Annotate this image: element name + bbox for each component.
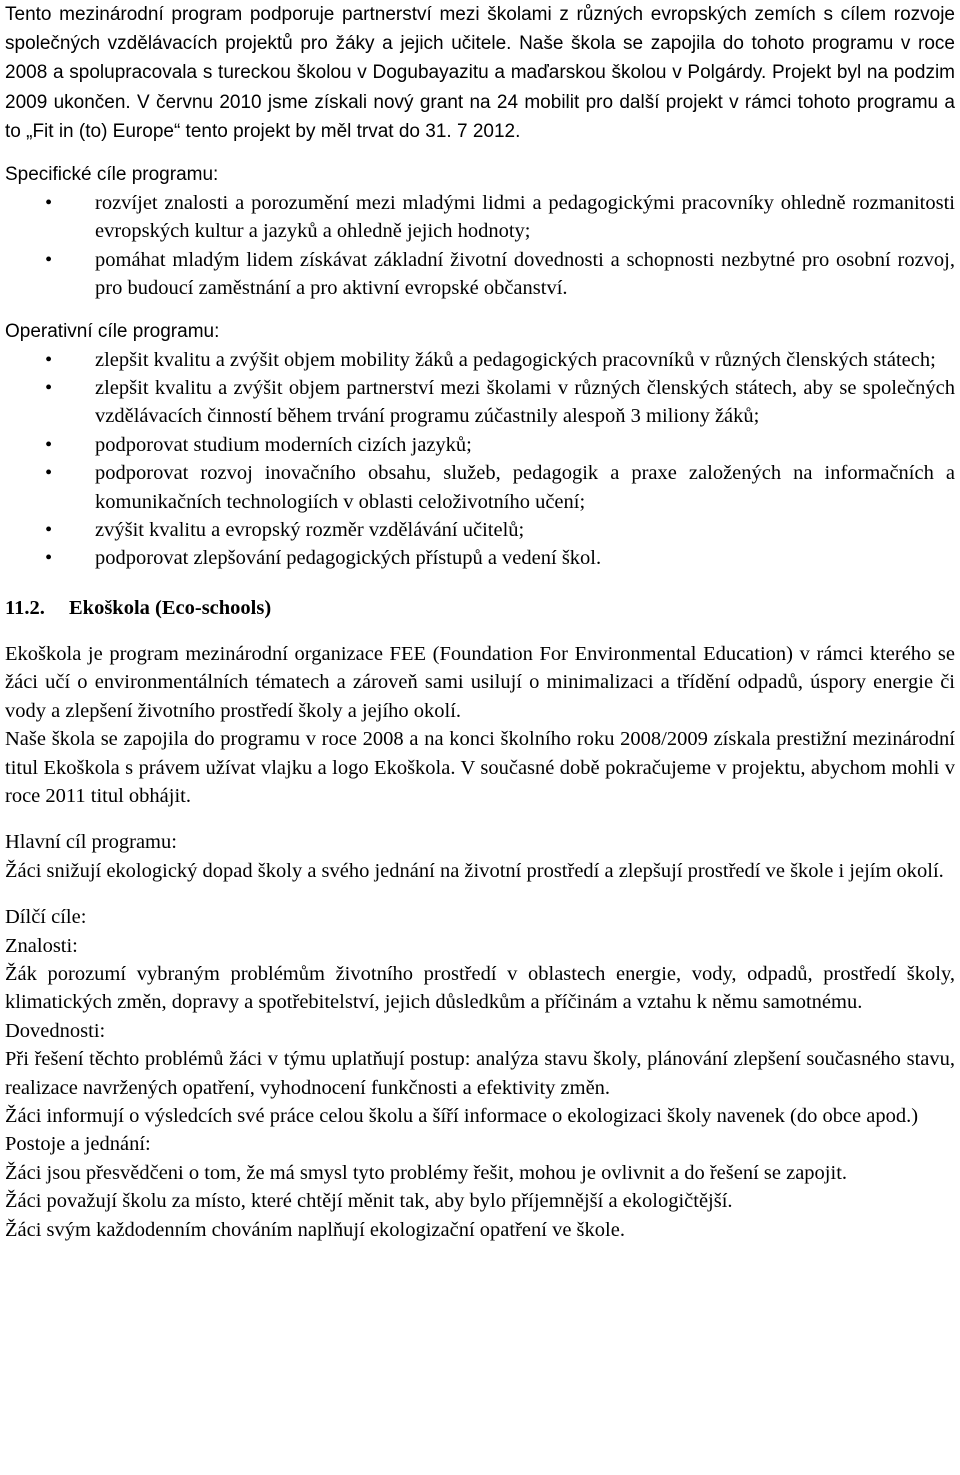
operative-goals-list — [5, 346, 955, 573]
eco-paragraph-2: Naše škola se zapojila do programu v roce 2008 a na konci školního roku 2008/2009 získala prestižní mezinárodní titul Ekoškola s právem užívat vlajku a logo Ekoškola. V současné době pokračujeme v projektu, abychom mohli v roce 2011 titul obhájit. — [5, 728, 955, 807]
main-goal-heading: Hlavní cíl programu: — [5, 831, 177, 854]
list-item: • zlepšit kvalitu a zvýšit objem partnerství mezi školami v různých členských státech, aby se společných vzdělávacích činností během trvání programu zúčastnily alespoň 3 miliony žáků; — [5, 374, 955, 431]
bullet-icon: • — [45, 433, 53, 456]
knowledge-text: Žák porozumí vybraným problémům životního prostředí v oblastech energie, vody, odpadů, prostředí školy, klimatických změn, dopravy a spotřebitelství, jejich důsledkům a příčinám a vztahu k němu samotnému. — [5, 962, 955, 1014]
section-title — [5, 594, 955, 622]
document-page — [5, 0, 955, 1244]
bullet-icon: • — [45, 348, 53, 371]
partial-goals-heading: Dílčí cíle: — [5, 906, 87, 929]
list-item: • podporovat zlepšování pedagogických přístupů a vedení škol. — [5, 544, 955, 572]
bullet-icon: • — [45, 192, 53, 215]
section-title-text: Ekoškola (Eco-schools) — [69, 596, 272, 619]
attitudes-label: Postoje a jednání: — [5, 1133, 151, 1156]
bullet-icon: • — [45, 519, 53, 542]
main-goal-text: Žáci snižují ekologický dopad školy a svého jednání na životní prostředí a zlepšují prostředí ve škole i jejím okolí. — [5, 859, 944, 882]
intro-paragraph: Tento mezinárodní program podporuje partnerství mezi školami z různých evropských zemích s cílem rozvoje společných vzdělávacích projektů pro žáky a jejich učitele. Naše škola se zapojila do tohoto programu v roce 2008 a spolupracovala s tureckou školou v Dogubayazitu a maďarskou školou v Polgárdy. Projekt byl na podzim 2009 ukončen. V červnu 2010 jsme získali nový grant na 24 mobilit pro další projekt v rámci tohoto programu a to „Fit in (to) Europe“ tento projekt by měl trvat do 31. 7 2012. — [5, 4, 955, 142]
list-item: • rozvíjet znalosti a porozumění mezi mladými lidmi a pedagogickými pracovníky ohledně rozmanitosti evropských kultur a jazyků a ohledně jejich hodnoty; — [5, 189, 955, 246]
specific-goals-heading: Specifické cíle programu: — [5, 164, 219, 186]
bullet-icon: • — [45, 547, 53, 570]
bullet-icon: • — [45, 248, 53, 271]
skills-label: Dovednosti: — [5, 1019, 106, 1042]
specific-goals-list — [5, 189, 955, 303]
attitudes-text-1: Žáci jsou přesvědčeni o tom, že má smysl tyto problémy řešit, mohou je ovlivnit a do řešení se zapojit. — [5, 1161, 848, 1184]
bullet-icon: • — [45, 377, 53, 400]
list-item: • podporovat rozvoj inovačního obsahu, služeb, pedagogik a praxe založených na informačních a komunikačních technologiích v oblasti celoživotního učení; — [5, 459, 955, 516]
list-item: • zlepšit kvalitu a zvýšit objem mobility žáků a pedagogických pracovníků v různých členských státech; — [5, 346, 955, 374]
list-item: • podporovat studium moderních cizích jazyků; — [5, 431, 955, 459]
eco-paragraph-1: Ekoškola je program mezinárodní organizace FEE (Foundation For Environmental Education) v rámci kterého se žáci učí o environmentálních tématech a zároveň sami usilují o minimalizaci a třídění odpadů, úspory energie či vody a zlepšení životního prostředí školy a jejího okolí. — [5, 642, 955, 722]
attitudes-text-2: Žáci považují školu za místo, které chtějí měnit tak, aby bylo příjemnější a ekologičtější. — [5, 1190, 733, 1213]
knowledge-label: Znalosti: — [5, 934, 78, 957]
section-number: 11.2. — [5, 596, 45, 619]
skills-text-2: Žáci informují o výsledcích své práce celou školu a šíří informace o ekologizaci školy navenek (do obce apod.) — [5, 1104, 919, 1127]
operative-goals-heading: Operativní cíle programu: — [5, 320, 220, 342]
list-item: • pomáhat mladým lidem získávat základní životní dovednosti a schopnosti nezbytné pro osobní rozvoj, pro budoucí zaměstnání a pro aktivní evropské občanství. — [5, 246, 955, 303]
list-item: • zvýšit kvalitu a evropský rozměr vzdělávání učitelů; — [5, 516, 955, 544]
skills-text-1: Při řešení těchto problémů žáci v týmu uplatňují postup: analýza stavu školy, plánování zlepšení současného stavu, realizace navržených opatření, vyhodnocení funkčnosti a efektivity změn. — [5, 1048, 955, 1099]
attitudes-text-3: Žáci svým každodenním chováním naplňují ekologizační opatření ve škole. — [5, 1218, 625, 1241]
bullet-icon: • — [45, 462, 53, 485]
